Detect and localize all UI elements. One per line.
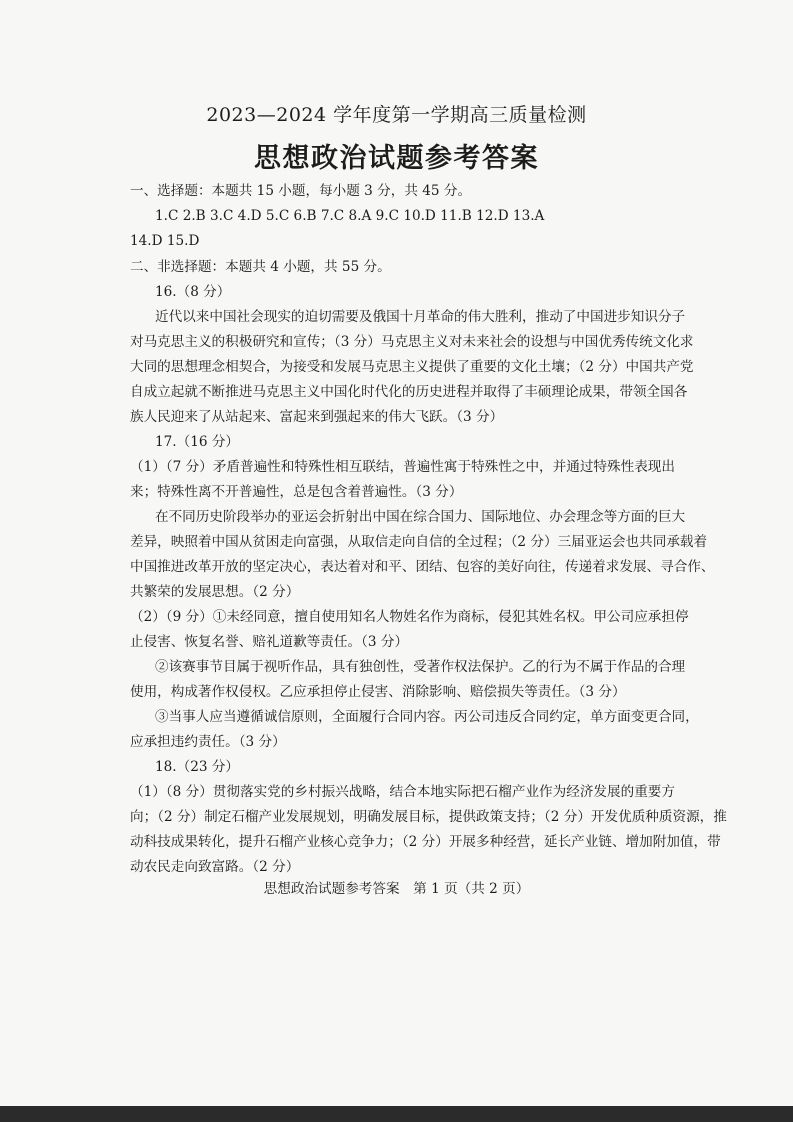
answer-line: ③当事人应当遵循诚信原则，全面履行合同内容。丙公司违反合同约定，单方面变更合同， — [155, 709, 699, 725]
answer-key-title: 思想政治试题参考答案 — [254, 143, 539, 174]
answer-line: 应承担违约责任。（3 分） — [130, 734, 286, 750]
answer-line: 大同的思想理念相契合，为接受和发展马克思主义提供了重要的文化土壤；（2 分）中国共产党 — [130, 359, 694, 375]
page-footer: 思想政治试题参考答案 第 1 页（共 2 页） — [263, 881, 530, 897]
answer-line: 向；（2 分）制定石榴产业发展规划，明确发展目标，提供政策支持；（2 分）开发优质种质资源，推 — [130, 809, 727, 825]
answer-line: 近代以来中国社会现实的迫切需要及俄国十月革命的伟大胜利，推动了中国进步知识分子 — [155, 309, 686, 325]
answer-line: 对马克思主义的积极研究和宣传；（3 分）马克思主义对未来社会的设想与中国优秀传统文化求 — [130, 334, 694, 350]
answer-line: 动农民走向致富路。（2 分） — [130, 859, 300, 875]
answer-line: 使用，构成著作权侵权。乙应承担停止侵害、消除影响、赔偿损失等责任。（3 分） — [130, 684, 626, 700]
scan-edge-band — [0, 1106, 793, 1122]
answer-line: 自成立起就不断推进马克思主义中国化时代化的历史进程并取得了丰硕理论成果，带领全国各 — [130, 384, 688, 400]
answer-line: （1）（8 分）贯彻落实党的乡村振兴战略，结合本地实际把石榴产业作为经济发展的重要方 — [130, 784, 675, 800]
section-one-heading: 一、选择题：本题共 15 小题，每小题 3 分，共 45 分。 — [130, 183, 472, 199]
answer-line: （2）（9 分）①未经同意，擅自使用知名人物姓名作为商标，侵犯其姓名权。甲公司应承担停 — [130, 609, 689, 625]
answer-line: ②该赛事节目属于视听作品，具有独创性，受著作权法保护。乙的行为不属于作品的合理 — [155, 659, 686, 675]
answer-line: 差异，映照着中国从贫困走向富强，从取信走向自信的全过程；（2 分）三届亚运会也共同承载着 — [130, 534, 708, 550]
answer-line: 动科技成果转化，提升石榴产业核心竞争力；（2 分）开展多种经营，延长产业链、增加附加值，带 — [130, 834, 721, 850]
exam-title: 2023—2024 学年度第一学期高三质量检测 — [206, 104, 587, 126]
question-heading: 18.（23 分） — [155, 759, 240, 775]
section-two-heading: 二、非选择题：本题共 4 小题，共 55 分。 — [130, 259, 391, 275]
answer-line: 在不同历史阶段举办的亚运会折射出中国在综合国力、国际地位、办会理念等方面的巨大 — [155, 509, 686, 525]
choice-answers-line: 1.C 2.B 3.C 4.D 5.C 6.B 7.C 8.A 9.C 10.D 11.B 12.D 13.A — [155, 208, 545, 224]
answer-line: （1）（7 分）矛盾普遍性和特殊性相互联结，普遍性寓于特殊性之中，并通过特殊性表现出 — [130, 459, 675, 475]
answer-line: 来；特殊性离不开普遍性，总是包含着普遍性。（3 分） — [130, 484, 463, 500]
answer-line: 中国推进改革开放的坚定决心，表达着对和平、团结、包容的美好向往，传递着求发展、寻合作、 — [130, 559, 715, 575]
answer-line: 止侵害、恢复名誉、赔礼道歉等责任。（3 分） — [130, 634, 409, 650]
question-heading: 16.（8 分） — [155, 284, 231, 300]
choice-answers-line: 14.D 15.D — [130, 233, 200, 249]
answer-line: 共繁荣的发展思想。（2 分） — [130, 584, 300, 600]
question-heading: 17.（16 分） — [155, 434, 240, 450]
answer-line: 族人民迎来了从站起来、富起来到强起来的伟大飞跃。（3 分） — [130, 409, 504, 425]
